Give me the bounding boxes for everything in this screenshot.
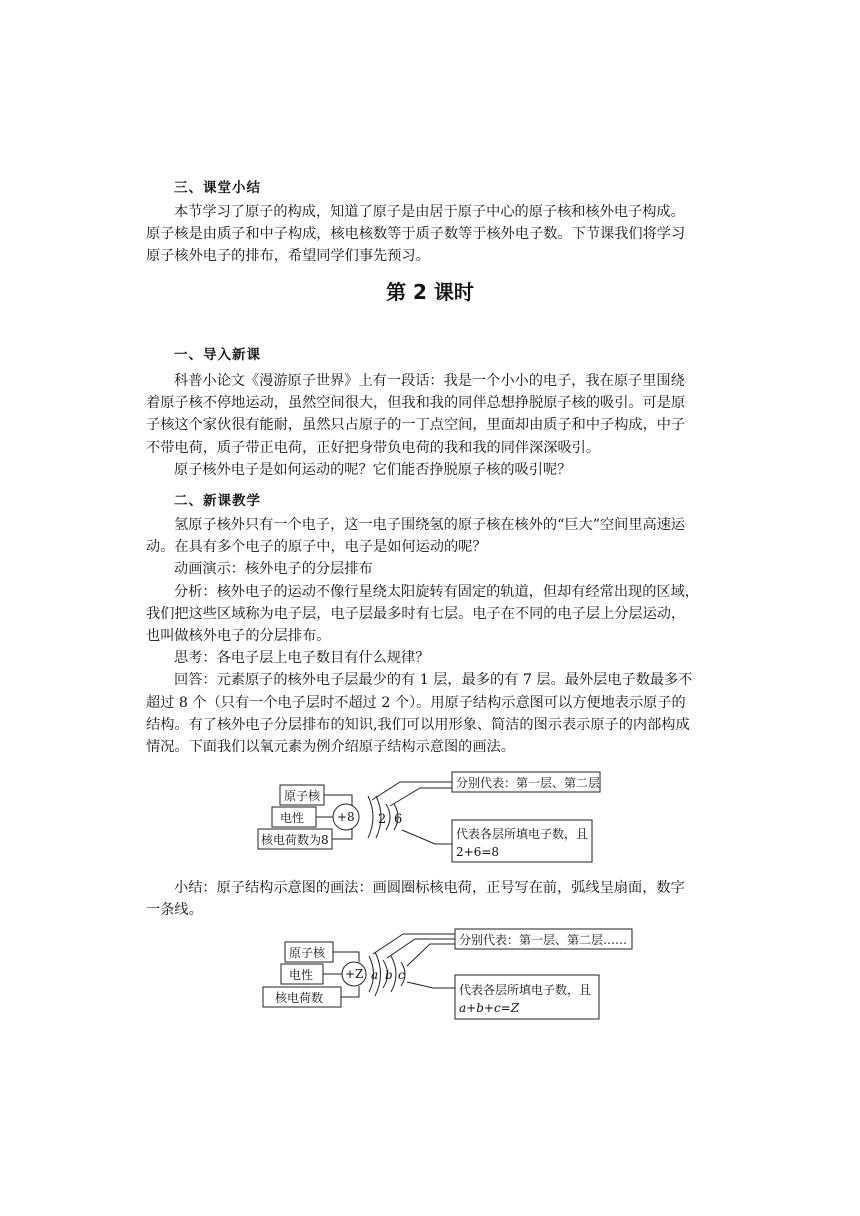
- text-line: 科普小论文《漫游原子世界》上有一段话：我是一个小小的电子，我在原子里围绕: [174, 373, 685, 389]
- text-line: 动画演示：核外电子的分层排布: [174, 561, 373, 578]
- nucleus-label: 原子核: [284, 789, 321, 803]
- text-line: 子核这个家伙很有能耐，虽然只占原子的一丁点空间，里面却由质子和中子构成，中子: [146, 417, 686, 434]
- atom-structure-diagram-oxygen: [250, 768, 610, 868]
- shell-electron-count: b: [385, 968, 393, 982]
- section-heading-intro: 一、导入新课: [174, 347, 261, 363]
- text-line: 我们把这些区域称为电子层，电子层最多时有七层。电子在不同的电子层上分层运动，: [146, 605, 686, 622]
- text-line: 情况。下面我们以氧元素为例介绍原子结构示意图的画法。: [146, 739, 515, 756]
- nucleus-label: 原子核: [289, 946, 326, 960]
- shell-electron-count: a: [371, 968, 379, 982]
- section-heading-summary: 三、课堂小结: [174, 180, 261, 196]
- text-line: 原子核是由质子和中子构成，核电核数等于质子数等于核外电子数。下节课我们将学习: [146, 226, 686, 243]
- text-line: 超过 8 个（只有一个电子层时不超过 2 个）。用原子结构示意图可以方便地表示原子的: [146, 694, 686, 711]
- layers-note: 分别代表：第一层、第二层: [456, 776, 601, 790]
- text-line: 氢原子核外只有一个电子，这一电子围绕氢的原子核在核外的“巨大”空间里高速运: [174, 517, 686, 533]
- charge-type-label: 电性: [280, 811, 305, 825]
- lesson-title: 第 2 课时: [386, 280, 474, 304]
- electrons-note: 代表各层所填电子数，且: [456, 827, 589, 841]
- text-line: 着原子核不停地运动，虽然空间很大，但我和我的同伴总想挣脱原子核的吸引。可是原: [146, 395, 686, 412]
- nucleus-charge: +Z: [345, 967, 364, 981]
- teaching-paragraph: [146, 514, 720, 758]
- text-line: 本节学习了原子的构成，知道了原子是由居于原子中心的原子核和核外电子构成。: [174, 204, 685, 220]
- shell-electron-count: 6: [394, 812, 403, 827]
- electron-shell-arc: [368, 796, 373, 838]
- text-line: 原子核外电子是如何运动的呢？它们能否挣脱原子核的吸引呢？: [174, 461, 572, 478]
- electrons-note-equation: 2+6=8: [456, 845, 500, 859]
- shell-electron-count: c: [398, 968, 405, 982]
- electron-shell-arc: [386, 804, 390, 830]
- electrons-note: 代表各层所填电子数，且: [459, 983, 592, 997]
- section-heading-teaching: 二、新课教学: [174, 493, 261, 509]
- text-line: 一条线。: [146, 902, 203, 919]
- text-line: 思考：各电子层上电子数目有什么规律？: [174, 650, 430, 667]
- summary-rule-paragraph: [146, 877, 720, 921]
- charge-number-label: 核电荷数: [275, 991, 324, 1005]
- shell-electron-count: 2: [378, 812, 387, 827]
- text-line: 分析：核外电子的运动不像行星绕太阳旋转有固定的轨道，但却有经常出现的区域，: [174, 583, 699, 600]
- electrons-note-equation: a+b+c=Z: [459, 1001, 520, 1015]
- atom-structure-diagram-general: [255, 926, 628, 1026]
- text-line: 不带电荷，质子带正电荷，正好把身带负电荷的我和我的同伴深深吸引。: [146, 439, 601, 456]
- charge-number-label: 核电荷数为8: [261, 833, 329, 847]
- nucleus-charge: +8: [337, 810, 355, 824]
- summary-paragraph: [146, 201, 720, 268]
- text-line: 动。在具有多个电子的原子中，电子是如何运动的呢？: [146, 539, 487, 556]
- layers-note: 分别代表：第一层、第二层……: [459, 933, 628, 947]
- charge-type-label: 电性: [289, 968, 314, 982]
- text-line: 小结：原子结构示意图的画法：画圆圈标核电荷，正号写在前，弧线呈扇面，数字: [174, 880, 685, 896]
- text-line: 结构。有了核外电子分层排布的知识,我们可以用形象、简洁的图示表示原子的内部构成: [146, 716, 690, 733]
- intro-paragraph: [146, 370, 720, 481]
- text-line: 也叫做核外电子的分层排布。: [146, 628, 331, 645]
- text-line: 原子核外电子的排布，希望同学们事先预习。: [146, 248, 430, 265]
- text-line: 回答：元素原子的核外电子层最少的有 1 层，最多的有 7 层。最外层电子数最多不: [174, 672, 693, 689]
